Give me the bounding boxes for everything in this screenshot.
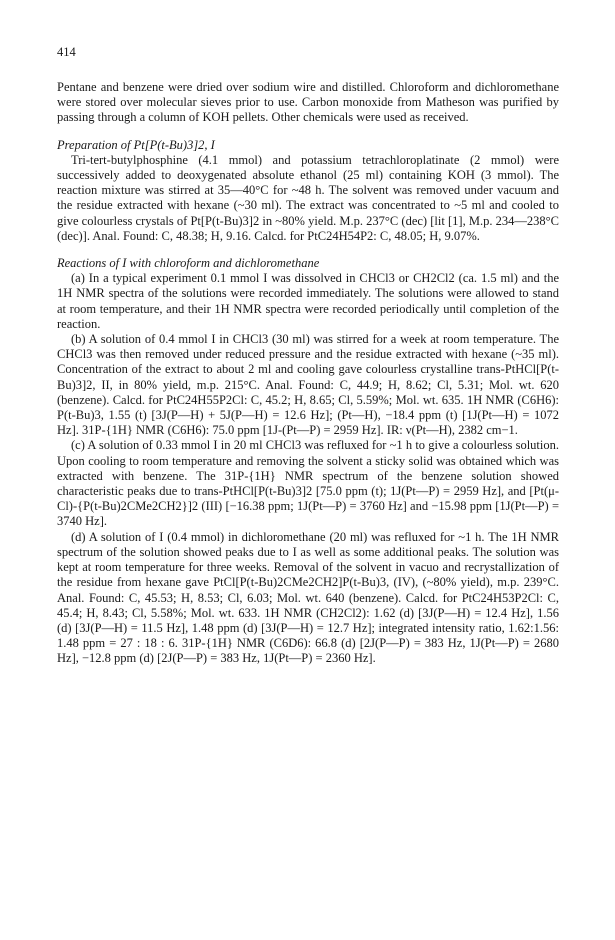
materials-paragraph [57, 80, 559, 126]
reactions-section [57, 271, 559, 666]
preparation-section [57, 153, 559, 244]
page-number: 414 [57, 45, 76, 59]
preparation-heading: Preparation of Pt[P(t-Bu)3]2, I [57, 137, 215, 152]
reaction-b-text: (b) A solution of 0.4 mmol I in CHCl3 (30 ml) was stirred for a week at room temperature. The CHCl3 was then removed under reduced pressure and the residue extracted with hexane (~35 ml). Concentration of the extract to about 2 ml and cooling gave colourless crystalline trans-PtHCl[P(t-Bu)3]2, II, in 80% yield, m.p. 215°C. Anal. Found: C, 44.9; H, 8.62; Cl, 5.31; Mol. wt. 620 (benzene). Calcd. for PtC24H55P2Cl: C, 45.2; H, 8.65; Cl, 5.59%; Mol. wt. 635. 1H NMR (C6H6): P(t-Bu)3, 1.55 (t) [3J(P—H) + 5J(P—H) = 12.6 Hz]; (Pt—H), −18.4 ppm (t) [1J(Pt—H) = 1072 Hz]. 31P-{1H} NMR (C6H6): 75.0 ppm [1J-(Pt—P) = 2959 Hz]. IR: ν(Pt—H), 2382 cm−1. [57, 332, 559, 438]
intro-text: Pentane and benzene were dried over sodium wire and distilled. Chloroform and dichloromethane were stored over molecular sieves prior to use. Carbon monoxide from Matheson was purified by passing through a column of KOH pellets. Other chemicals were used as received. [57, 80, 559, 125]
reaction-d-text: (d) A solution of I (0.4 mmol) in dichloromethane (20 ml) was refluxed for ~1 h. The 1H NMR spectrum of the solution showed peaks due to I as well as some additional peaks. The solution was kept at room temperature for three weeks. Removal of the solvent in vacuo and recrystallization of the residue from hexane gave PtCl[P(t-Bu)2CMe2CH2]P(t-Bu)3, (IV), (~80% yield), m.p. 239°C. Anal. Found: C, 45.53; H, 8.53; Cl, 6.03; Mol. wt. 640 (benzene). Calcd. for PtC24H53P2Cl: C, 45.4; H, 8.43; Cl, 5.58%; Mol. wt. 633. 1H NMR (CH2Cl2): 1.62 (d) [3J(P—H) = 12.4 Hz], 1.56 (d) [3J(P—H) = 11.5 Hz], 1.48 ppm (d) [3J(P—H) = 12.7 Hz]; integrated intensity ratio, 1.62:1.56: 1.48 ppm = 27 : 18 : 6. 31P-{1H} NMR (C6D6): 66.8 (d) [2J(P—P) = 383 Hz, 1J(Pt—P) = 2680 Hz], −12.8 ppm (d) [2J(P—P) = 383 Hz, 1J(Pt—P) = 2360 Hz]. [57, 529, 559, 666]
preparation-text: Tri-tert-butylphosphine (4.1 mmol) and potassium tetrachloroplatinate (2 mmol) were successively added to deoxygenated absolute ethanol (25 ml) containing KOH (3 mmol). The reaction mixture was stirred at 35—40°C for ~48 h. The solvent was removed under vacuum and the residue extracted with hexane (~30 ml). The extract was concentrated to ~5 ml and cooled to give colourless crystals of Pt[P(t-Bu)3]2 in ~80% yield. M.p. 237°C (dec) [lit [1], M.p. 234—238°C (dec)]. Anal. Found: C, 48.38; H, 9.16. Calcd. for PtC24H54P2: C, 48.05; H, 9.07%. [57, 152, 559, 243]
reactions-heading: Reactions of I with chloroform and dichloromethane [57, 256, 320, 271]
reaction-a-text: (a) In a typical experiment 0.1 mmol I was dissolved in CHCl3 or CH2Cl2 (ca. 1.5 ml) and the 1H NMR spectra of the solutions were recorded immediately. The solutions were allowed to stand at room temperature, and their 1H NMR spectra were recorded periodically until completion of the reaction. [57, 271, 559, 331]
reaction-c-text: (c) A solution of 0.33 mmol I in 20 ml CHCl3 was refluxed for ~1 h to give a colourless solution. Upon cooling to room temperature and removing the solvent a sticky solid was obtained which was extracted with benzene. The 31P-{1H} NMR spectrum of the benzene solution showed characteristic peaks due to trans-PtHCl[P(t-Bu)3]2 [75.0 ppm (t); 1J(Pt—P) = 2959 Hz], and [Pt(μ-Cl)-{P(t-Bu)2CMe2CH2}]2 (III) [−16.38 ppm; 1J(Pt—P) = 3760 Hz] and −15.98 ppm [1J(Pt—P) = 3740 Hz]. [57, 438, 559, 529]
